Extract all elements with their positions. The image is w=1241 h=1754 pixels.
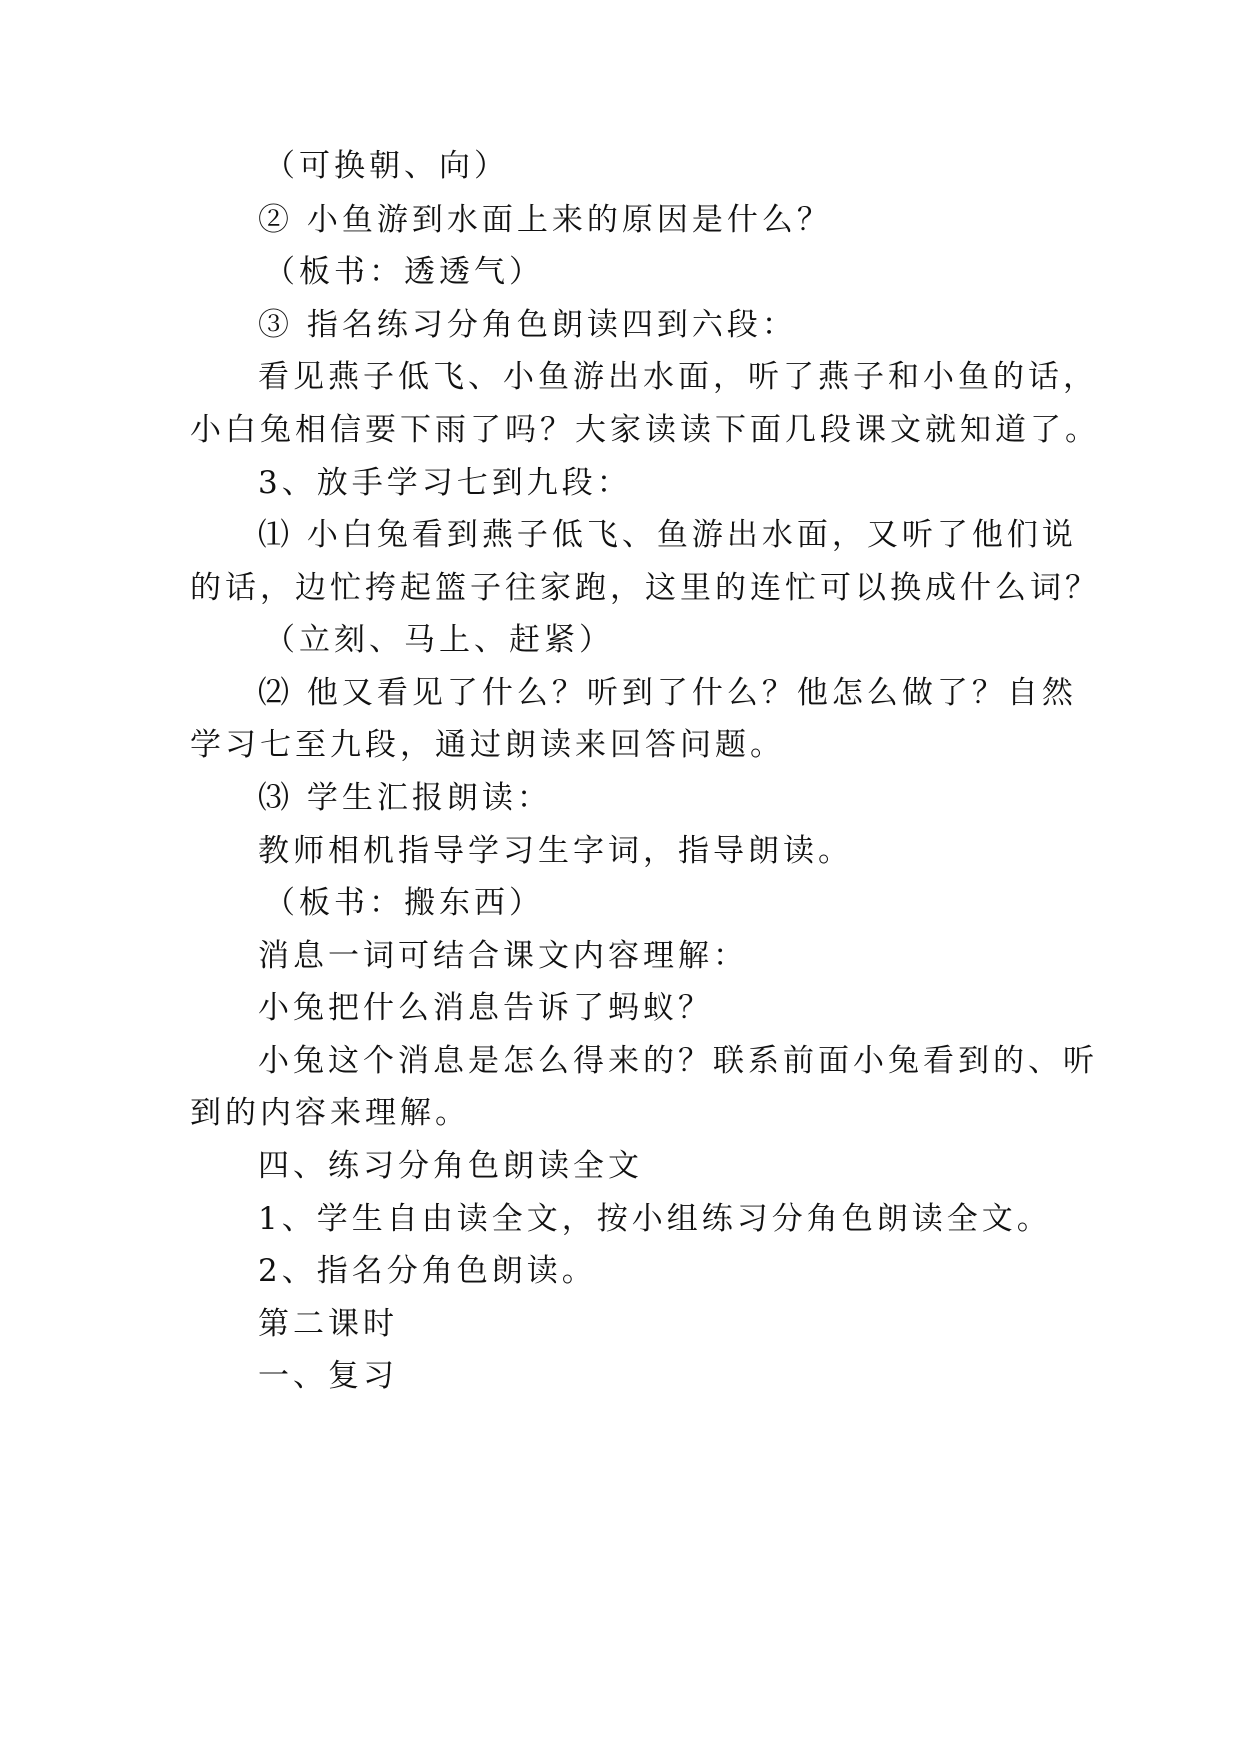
text-line: （可换朝、向）: [264, 148, 509, 184]
text-line: 1、学生自由读全文，按小组练习分角色朗读全文。: [258, 1201, 1052, 1237]
text-line: 3、放手学习七到九段：: [258, 465, 632, 501]
text-line: 小兔这个消息是怎么得来的？联系前面小兔看到的、听: [258, 1043, 1098, 1079]
text-line: （立刻、马上、赶紧）: [264, 622, 614, 658]
text-line: ⑴ 小白兔看到燕子低飞、鱼游出水面，又听了他们说: [258, 517, 1077, 553]
text-line: ⑵ 他又看见了什么？听到了什么？他怎么做了？自然: [258, 675, 1077, 711]
text-line: 教师相机指导学习生字词，指导朗读。: [258, 833, 853, 869]
section-heading: 第二课时: [258, 1306, 398, 1342]
text-line: 小兔把什么消息告诉了蚂蚁？: [258, 990, 713, 1026]
text-line: （板书：搬东西）: [264, 885, 544, 921]
text-line: （板书：透透气）: [264, 254, 544, 290]
section-heading: 四、练习分角色朗读全文: [258, 1148, 643, 1184]
text-line: 小白兔相信要下雨了吗？大家读读下面几段课文就知道了。: [190, 412, 1100, 448]
text-line: 看见燕子低飞、小鱼游出水面，听了燕子和小鱼的话，: [258, 359, 1098, 395]
text-line: 到的内容来理解。: [190, 1095, 470, 1131]
text-line: 2、指名分角色朗读。: [258, 1253, 597, 1289]
text-line: 的话，边忙挎起篮子往家跑，这里的连忙可以换成什么词？: [190, 570, 1100, 606]
text-line: 学习七至九段，通过朗读来回答问题。: [190, 727, 785, 763]
text-line: ③ 指名练习分角色朗读四到六段：: [258, 307, 797, 343]
text-line: 消息一词可结合课文内容理解：: [258, 938, 748, 974]
text-line: ② 小鱼游到水面上来的原因是什么？: [258, 202, 832, 238]
text-line: ⑶ 学生汇报朗读：: [258, 780, 552, 816]
section-heading: 一、复习: [258, 1358, 398, 1394]
